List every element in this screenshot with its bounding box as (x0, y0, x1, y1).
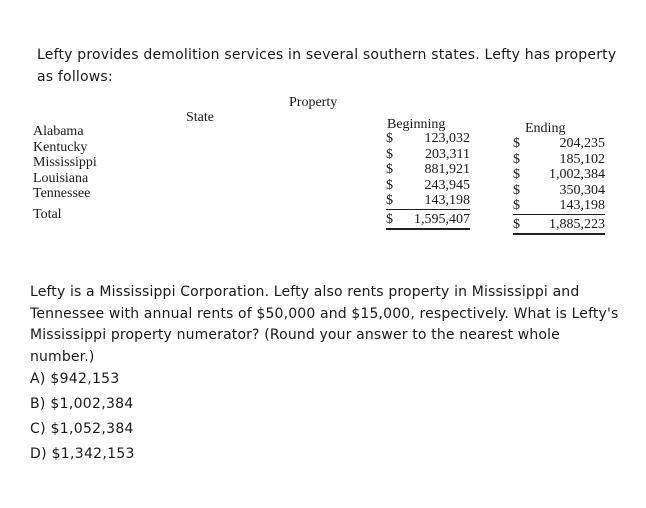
currency-sign: $ (513, 167, 520, 183)
ending-row (513, 198, 605, 215)
ending-row (513, 136, 605, 152)
beginning-row (386, 131, 470, 147)
amount-value: 185,102 (559, 151, 605, 167)
ending-total-row (513, 217, 605, 235)
amount-value: 143,198 (559, 198, 605, 214)
intro-text: Lefty provides demolition services in several southern states. Lefty has property as follows: (37, 47, 617, 85)
amount-value: 1,002,384 (549, 167, 605, 183)
currency-sign: $ (386, 177, 393, 193)
amount-value: 1,595,407 (414, 211, 470, 227)
currency-sign: $ (386, 146, 393, 162)
state-name: Tennessee (33, 186, 91, 201)
total-label: Total (33, 206, 62, 222)
amount-value: 123,032 (424, 131, 470, 146)
amount-value: 1,885,223 (549, 216, 605, 232)
currency-sign: $ (513, 151, 520, 167)
amount-value: 243,945 (424, 177, 470, 193)
beginning-row (386, 147, 470, 163)
state-header: State (186, 110, 214, 125)
beginning-total-row (386, 212, 470, 230)
beginning-header: Beginning (387, 117, 446, 132)
currency-sign: $ (386, 211, 393, 227)
amount-value: 881,921 (424, 162, 470, 178)
currency-sign: $ (386, 131, 393, 146)
beginning-row (386, 193, 470, 210)
question-text: Lefty is a Mississippi Corporation. Lefty also rents property in Mississippi and Tennessee with annual rents of $50,000 and $15,000, respectively. What is Lefty's Mississippi property numerator? (Round your answer to the nearest whole number.) (30, 284, 619, 365)
beginning-column (386, 131, 470, 230)
beginning-row (386, 162, 470, 178)
state-name: Kentucky (33, 139, 88, 155)
ending-row (513, 152, 605, 168)
ending-row (513, 167, 605, 183)
amount-value: 143,198 (424, 193, 470, 209)
amount-value: 203,311 (425, 146, 470, 162)
option-c[interactable]: C) $1,052,384 (30, 421, 134, 437)
amount-value: 350,304 (559, 182, 605, 198)
currency-sign: $ (386, 193, 393, 209)
option-a[interactable]: A) $942,153 (30, 371, 120, 387)
state-list (33, 124, 143, 222)
property-header: Property (289, 95, 338, 110)
ending-row (513, 183, 605, 199)
state-name: Alabama (33, 124, 84, 139)
currency-sign: $ (513, 198, 520, 214)
amount-value: 204,235 (559, 136, 605, 151)
currency-sign: $ (513, 136, 520, 151)
currency-sign: $ (513, 216, 520, 232)
ending-header: Ending (525, 121, 566, 136)
state-name: Louisiana (33, 170, 89, 186)
option-b[interactable]: B) $1,002,384 (30, 396, 134, 412)
option-d[interactable]: D) $1,342,153 (30, 446, 135, 462)
answer-options (30, 367, 135, 467)
currency-sign: $ (386, 162, 393, 178)
ending-column (513, 136, 605, 235)
state-name: Mississippi (33, 155, 97, 170)
currency-sign: $ (513, 182, 520, 198)
beginning-row (386, 178, 470, 194)
